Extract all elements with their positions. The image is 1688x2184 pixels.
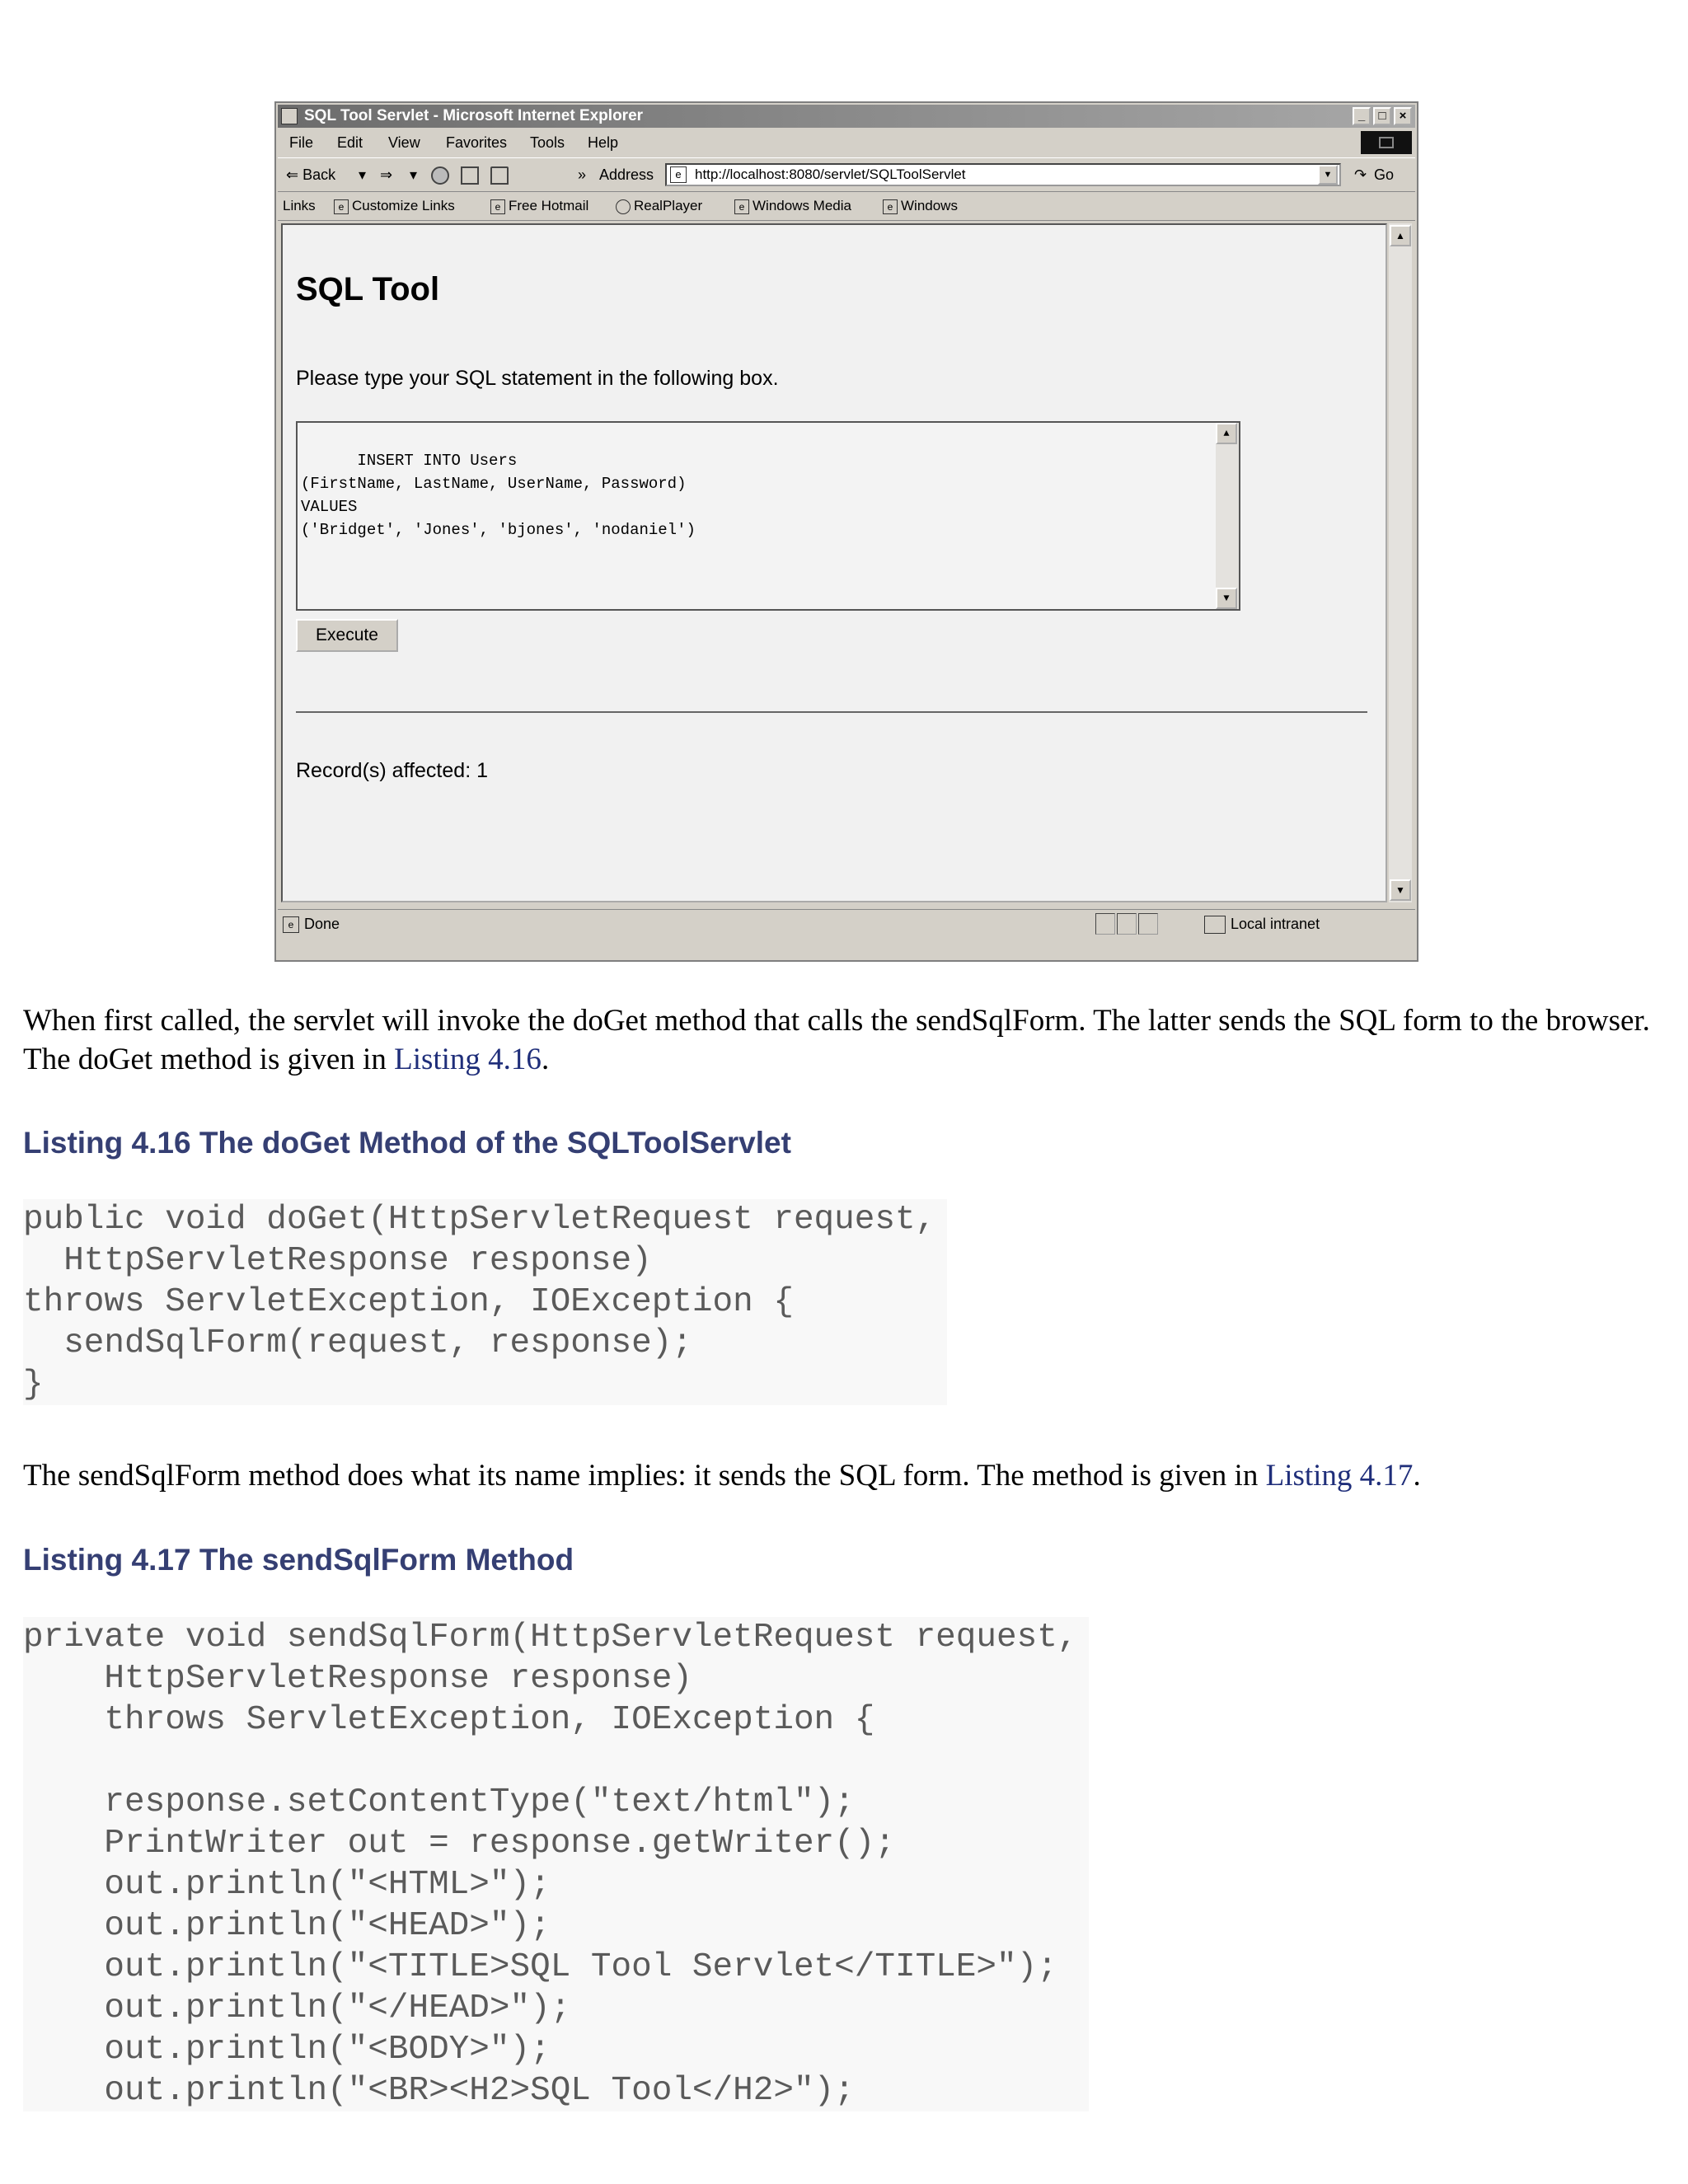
- status-bar: [278, 909, 1415, 938]
- browser-window: [274, 101, 1418, 962]
- menu-edit[interactable]: Edit: [337, 134, 363, 151]
- status-done: e Done: [283, 910, 340, 938]
- go-button[interactable]: Go: [1374, 166, 1395, 183]
- link-windows-media[interactable]: e Windows Media: [734, 192, 851, 220]
- page-viewport: [281, 223, 1387, 902]
- close-button[interactable]: ×: [1394, 107, 1412, 125]
- link-windows[interactable]: e Windows: [883, 192, 958, 220]
- standard-toolbar: [278, 157, 1415, 192]
- execute-button[interactable]: Execute: [296, 619, 398, 652]
- address-input[interactable]: [665, 163, 1341, 186]
- title-bar: [278, 105, 1415, 128]
- ie-page-icon: e: [734, 199, 749, 214]
- ie-page-icon: e: [283, 916, 299, 933]
- ie-page-icon: e: [490, 199, 505, 214]
- scroll-down-icon[interactable]: ▼: [1216, 588, 1237, 609]
- ie-app-icon: [281, 108, 298, 124]
- page-prompt: Please type your SQL statement in the following box.: [296, 367, 779, 390]
- page-scrollbar[interactable]: [1389, 223, 1412, 902]
- listing-4-16-link[interactable]: Listing 4.16: [394, 1043, 542, 1076]
- realplayer-icon: [616, 199, 631, 214]
- code-listing-4-16: public void doGet(HttpServletRequest request, HttpServletResponse response) throws ServletException, IOException { sendSqlForm(request, response); }: [23, 1199, 947, 1405]
- listing-4-16-heading: Listing 4.16 The doGet Method of the SQLToolServlet: [23, 1126, 791, 1160]
- textarea-scrollbar[interactable]: [1216, 423, 1239, 609]
- forward-button[interactable]: ⇒: [380, 166, 393, 183]
- links-bar: [278, 192, 1415, 221]
- scroll-up-icon[interactable]: ▲: [1216, 423, 1237, 444]
- menu-view[interactable]: View: [388, 134, 420, 151]
- paragraph-2: The sendSqlForm method does what its name implies: it sends the SQL form. The method is given in Listing 4.17.: [23, 1459, 1421, 1493]
- code-listing-4-17: private void sendSqlForm(HttpServletRequest request, HttpServletResponse response) throws ServletException, IOException { response.setContentType("text/html"); PrintWriter out = response.getWriter(); out.println("<HTML>"); out.println("<HEAD>"); out.println("<TITLE>SQL Tool Servlet</TITLE>"); out.println("</HEAD>"); out.println("<BODY>"); out.println("<BR><H2>SQL Tool</H2>");: [23, 1617, 1089, 2111]
- menu-bar: [278, 129, 1415, 156]
- back-dropdown-icon[interactable]: ▾: [359, 166, 367, 183]
- intranet-icon: [1204, 916, 1226, 934]
- ie-page-icon: e: [334, 199, 349, 214]
- address-label: Address: [599, 166, 654, 183]
- maximize-button[interactable]: □: [1373, 107, 1391, 125]
- address-value: http://localhost:8080/servlet/SQLToolServlet: [695, 166, 966, 182]
- go-arrow-icon[interactable]: ↷: [1354, 166, 1367, 183]
- page-icon: e: [670, 166, 687, 183]
- window-controls: [1350, 107, 1412, 125]
- scroll-up-icon[interactable]: ▲: [1390, 225, 1411, 246]
- menu-file[interactable]: File: [289, 134, 314, 151]
- address-dropdown-icon[interactable]: ▼: [1318, 165, 1338, 185]
- minimize-button[interactable]: _: [1353, 107, 1371, 125]
- toolbar-more-icon[interactable]: »: [578, 166, 587, 183]
- page-heading: SQL Tool: [296, 271, 440, 307]
- back-button[interactable]: ⇐ Back: [286, 166, 336, 183]
- menu-favorites[interactable]: Favorites: [446, 134, 508, 151]
- scroll-down-icon[interactable]: ▼: [1390, 879, 1411, 901]
- listing-4-17-link[interactable]: Listing 4.17: [1265, 1459, 1414, 1493]
- status-segment: [1117, 913, 1137, 935]
- paragraph-1: When first called, the servlet will invoke the doGet method that calls the sendSqlForm. The latter sends the SQL form to the browser. The doGet method is given in Listing 4.16.: [23, 1004, 1650, 1076]
- refresh-icon[interactable]: [461, 166, 479, 185]
- result-text: Record(s) affected: 1: [296, 759, 488, 782]
- sql-textarea[interactable]: [296, 421, 1240, 611]
- link-customize-links[interactable]: e Customize Links: [334, 192, 455, 220]
- link-free-hotmail[interactable]: e Free Hotmail: [490, 192, 588, 220]
- listing-4-17-heading: Listing 4.17 The sendSqlForm Method: [23, 1543, 574, 1577]
- menu-help[interactable]: Help: [588, 134, 619, 151]
- status-zone: Local intranet: [1204, 910, 1320, 938]
- status-segment: [1095, 913, 1115, 935]
- window-title: SQL Tool Servlet - Microsoft Internet Explorer: [304, 107, 644, 124]
- stop-icon[interactable]: [431, 166, 449, 185]
- link-realplayer[interactable]: RealPlayer: [616, 192, 702, 220]
- home-icon[interactable]: [490, 166, 509, 185]
- ie-page-icon: e: [883, 199, 898, 214]
- sql-textarea-value: INSERT INTO Users (FirstName, LastName, UserName, Password) VALUES ('Bridget', 'Jones', 'bjones', 'nodaniel'): [301, 452, 696, 539]
- menu-tools[interactable]: Tools: [530, 134, 565, 151]
- links-label: Links: [283, 198, 316, 213]
- divider: [296, 711, 1367, 713]
- ie-throbber-icon: [1361, 131, 1412, 154]
- forward-dropdown-icon[interactable]: ▾: [410, 166, 418, 183]
- status-segment: [1138, 913, 1158, 935]
